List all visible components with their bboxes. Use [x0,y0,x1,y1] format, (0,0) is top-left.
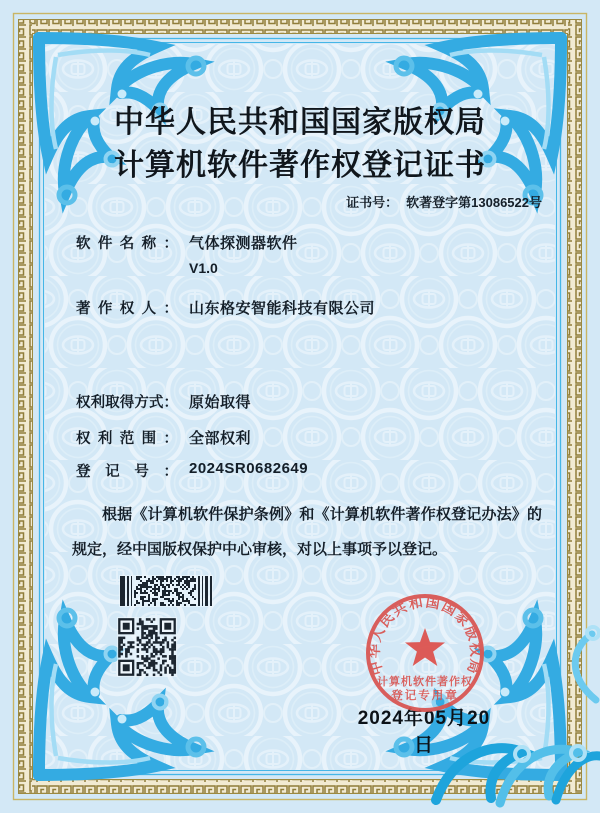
field-label: 权利范围： [76,431,178,447]
field-software-name [76,232,298,276]
certificate-number [346,192,542,211]
field-acquisition-method [76,391,251,412]
seal-text-line1: 计算机软件著作权 [377,676,473,688]
certificate-number-value: 软著登字第13086522号 [406,195,542,210]
field-value: 山东格安智能科技有限公司 [189,300,376,317]
field-value: 原始取得 [189,394,252,411]
authority-title: 中华人民共和国国家版权局 [114,106,486,139]
certificate-title: 计算机软件著作权登记证书 [114,149,486,182]
seal-ring-text: 中华人民共和国国家版权局 [365,593,485,678]
issue-date: 2024年05月20日 [357,708,491,756]
qr-code-image [117,617,177,677]
field-label: 登记号： [76,464,178,480]
field-label: 权利取得方式： [76,395,178,411]
certificate-number-label: 证书号： [346,195,399,210]
qr-code [117,617,177,677]
field-registration-number [76,460,308,481]
field-copyright-owner [76,297,375,318]
field-value: 2024SR0682649 [189,460,309,477]
field-value: 气体探测器软件 V1.0 [189,235,298,276]
seal-text-line2: 登记专用章 [391,690,459,702]
field-label: 软件名称： [76,236,178,252]
barcode-image [119,575,213,607]
field-label: 著作权人： [76,301,178,317]
field-version: V1.0 [189,260,218,276]
registration-statement: 根据《计算机软件保护条例》和《计算机软件著作权登记办法》的规定，经中国版权保护中心审核，对以上事项予以登记。 [72,506,542,558]
field-rights-scope [76,427,251,448]
official-seal [350,589,500,721]
barcode [119,575,213,607]
field-value: 全部权利 [189,430,252,447]
seal-star-icon [405,628,445,666]
